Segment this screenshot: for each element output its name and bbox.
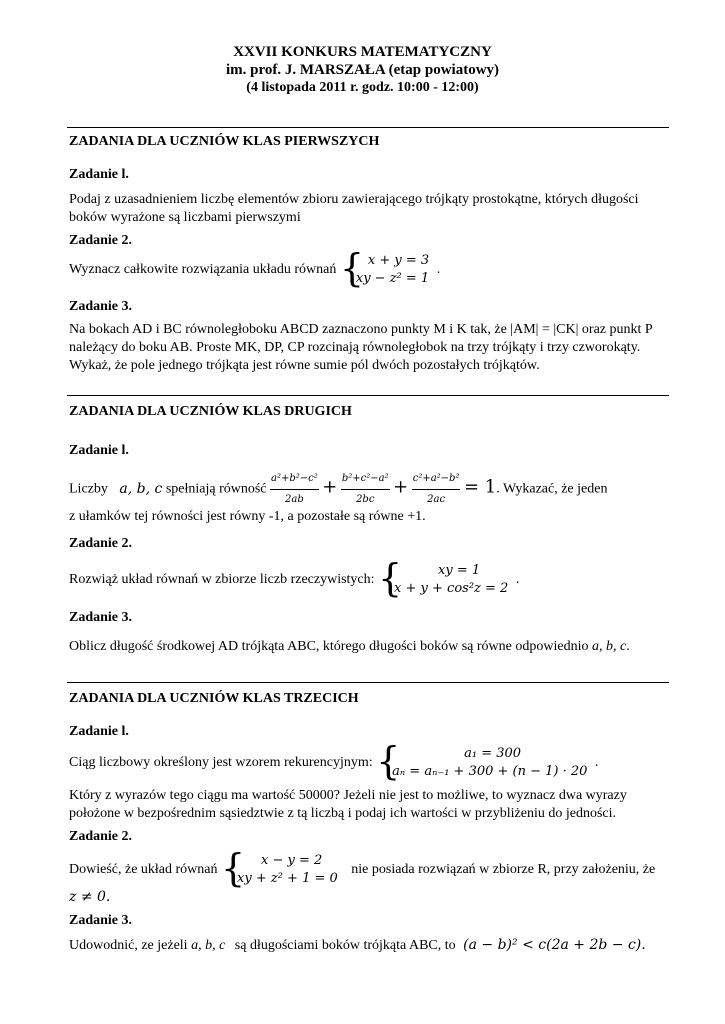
equation: xy − z² = 1 [355, 271, 430, 286]
brace-icon: { [378, 556, 403, 600]
equation-system [339, 246, 430, 290]
task-text: Dowieść, że układ równań [69, 862, 218, 878]
equation: x + y = 3 [367, 253, 430, 268]
equation: x + y + cos²z = 2 [394, 581, 509, 596]
contest-title: XXVII KONKURS MATEMATYCZNY [233, 44, 492, 60]
task-text: Liczby [69, 481, 108, 497]
task-label: Zadanie l. [69, 724, 129, 739]
task-text: Podaj z uzasadnieniem liczbę elementów zbioru zawierającego trójkąty prostokątne, których długości boków wyrażone są liczbami pierwszymi [69, 192, 639, 225]
brace-icon: { [221, 846, 246, 890]
contest-date: (4 listopada 2011 r. godz. 10:00 - 12:00) [246, 80, 479, 95]
divider [67, 682, 669, 683]
fraction: $\frac{\text{c²+a²−b²}}{2ac}$ [412, 470, 461, 509]
section-title-first-class: ZADANIA DLA UCZNIÓW KLAS PIERWSZYCH [69, 134, 380, 149]
task-text: nie posiada rozwiązań w zbiorze R, przy założeniu, że [351, 862, 656, 878]
contest-subtitle: im. prof. J. MARSZAŁA (etap powiatowy) [225, 62, 500, 78]
brace-icon: { [376, 739, 401, 783]
task-label: Zadanie 3. [69, 610, 133, 625]
task-text: z ≠ 0. [69, 889, 111, 905]
fraction: $\frac{\text{a²+b²−c²}}{2ab}$ [270, 470, 319, 509]
task-text: Który z wyrazów tego ciągu ma wartość 50000? Jeżeli nie jest to możliwe, to wyznacz dwa wyrazy położone w bezpośrednim sąsiedztwie z tą liczbą i podaj ich wartości w przybliżeniu do jedności. [69, 788, 627, 821]
task-text: . Wykazać, że jeden [496, 481, 608, 497]
task-label: Zadanie 3. [69, 299, 133, 314]
task-label: Zadanie 2. [69, 233, 133, 248]
task-text: Udowodnić, ze jeżeli a, b, c są długościami boków trójkąta ABC, to (a − b)² < c(2a + 2b − c). [69, 937, 646, 953]
fraction: $\frac{\text{b²+c²−a²}}{2bc}$ [341, 470, 390, 509]
equation: x − y = 2 [261, 853, 323, 868]
task-label: Zadanie l. [69, 443, 129, 458]
equation-system [376, 739, 588, 783]
task-text: Ciąg liczbowy określony jest wzorem rekurencyjnym: [69, 755, 373, 771]
section-title-third-class: ZADANIA DLA UCZNIÓW KLAS TRZECICH [69, 691, 359, 706]
task-text: Wyznacz całkowite rozwiązania układu równań { x + y = 3 xy − z² = 1 . [69, 246, 441, 290]
inequality: (a − b)² < c(2a + 2b − c). [463, 937, 646, 953]
task-text: Rozwiąż układ równań w zbiorze liczb rzeczywistych: { xy = 1 x + y + cos²z = 2 . [69, 556, 520, 600]
task-text: Na bokach AD i BC równoległoboku ABCD zaznaczono punkty M i K tak, że |AM| = |CK| oraz punkt P należący do boku AB. Proste MK, DP, CP rozcinają równoległobok na trzy trójkąty i trzy czworokąty. Wykaż, że pole jednego trójkąta jest równe sumie pól dwóch pozostałych trójkątów. [69, 322, 653, 373]
divider [67, 395, 669, 396]
task-text: Liczby a, b, c spełniają równość $\frac{\text{a²+b²−c²}}{2ab}$ + $\frac{\text{b²+c²−a²}}{2bc}$ + $\frac{\text{c²+a²−b²}}{2ac}$ = 1. Wykazać, że jeden [69, 470, 607, 509]
task-text: Wyznacz całkowite rozwiązania układu równań [69, 262, 337, 278]
task-text: Rozwiąż układ równań w zbiorze liczb rzeczywistych: [69, 572, 375, 588]
task-text: z ułamków tej równości jest równy -1, a pozostałe są równe +1. [69, 509, 426, 524]
section-title-second-class: ZADANIA DLA UCZNIÓW KLAS DRUGICH [69, 404, 352, 419]
task-text: spełniają równość [165, 481, 267, 497]
task-label: Zadanie 2. [69, 536, 133, 551]
equation: xy + z² + 1 = 0 [237, 871, 338, 886]
task-label: Zadanie 2. [69, 829, 133, 844]
equation: a₁ = 300 [464, 746, 522, 761]
task-label: Zadanie l. [69, 167, 129, 182]
brace-icon: { [339, 246, 365, 290]
divider [67, 127, 669, 128]
equation-system [221, 846, 338, 890]
task-text: Ciąg liczbowy określony jest wzorem rekurencyjnym: { a₁ = 300 aₙ = aₙ₋₁ + 300 + (n − 1) · 20 . [69, 739, 599, 783]
variables: a, b, c [119, 480, 163, 497]
equation-system [378, 556, 509, 600]
equation-rhs: = 1 [463, 476, 497, 498]
equation: aₙ = aₙ₋₁ + 300 + (n − 1) · 20 [392, 764, 588, 779]
task-text: Oblicz długość środkowej AD trójkąta ABC, którego długości boków są równe odpowiednio a, b, c. [69, 639, 630, 654]
task-label: Zadanie 3. [69, 913, 133, 928]
equation: xy = 1 [438, 563, 481, 578]
task-text [69, 846, 656, 890]
